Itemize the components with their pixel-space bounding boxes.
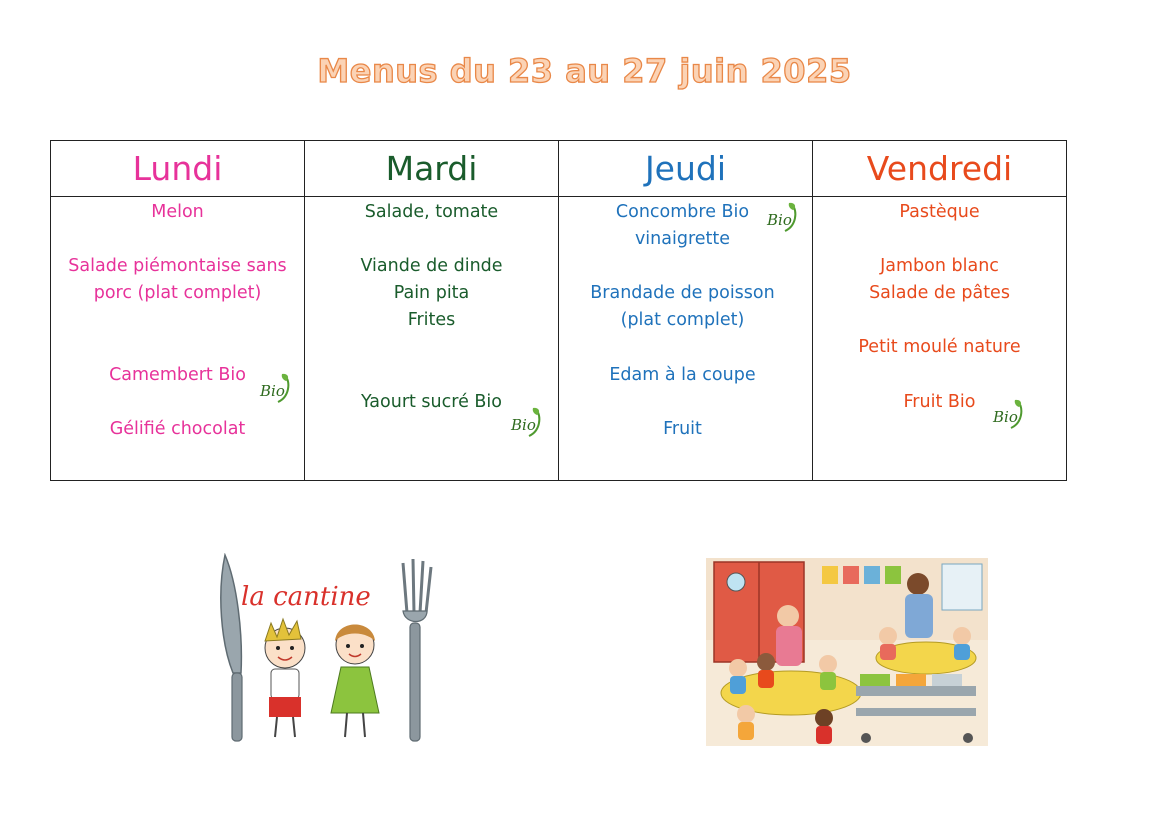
bio-logo-text: Bio — [993, 408, 1018, 426]
menu-item: Salade piémontaise sans — [68, 256, 287, 276]
day-header-mardi: Mardi — [305, 141, 559, 197]
bio-logo-icon — [991, 397, 1025, 431]
menu-item: (plat complet) — [620, 310, 745, 330]
menu-item: Gélifié chocolat — [109, 419, 246, 439]
menu-cell-vendredi — [813, 197, 1067, 481]
day-header-vendredi: Vendredi — [813, 141, 1067, 197]
menu-item: Fruit Bio — [903, 392, 976, 412]
day-header-jeudi: Jeudi — [559, 141, 813, 197]
menu-item: Yaourt sucré Bio — [361, 392, 502, 412]
day-header-lundi: Lundi — [51, 141, 305, 197]
page-title: Menus du 23 au 27 juin 2025 — [317, 52, 852, 90]
bio-logo-text: Bio — [260, 382, 285, 400]
menu-item: porc (plat complet) — [93, 283, 262, 303]
menu-cell-jeudi — [559, 197, 813, 481]
menu-item: vinaigrette — [634, 229, 731, 249]
menu-cell-lundi — [51, 197, 305, 481]
cantine-illustration — [215, 553, 445, 745]
menu-item: Camembert Bio — [109, 365, 246, 385]
menu-item: Brandade de poisson — [590, 283, 775, 303]
bio-logo-icon — [509, 405, 543, 439]
menu-item: Frites — [407, 310, 456, 330]
menu-item: Viande de dinde — [360, 256, 503, 276]
menu-item: Fruit — [663, 419, 702, 439]
menu-item: Edam à la coupe — [609, 365, 756, 385]
menu-item: Jambon blanc — [880, 256, 999, 276]
menu-item: Petit moulé nature — [858, 337, 1021, 357]
menu-item: Concombre Bio — [615, 202, 750, 222]
menu-item: Salade de pâtes — [869, 283, 1010, 303]
menu-cell-mardi — [305, 197, 559, 481]
menu-table — [50, 140, 1067, 481]
bio-logo-text: Bio — [511, 416, 536, 434]
menu-item: Melon — [151, 202, 204, 222]
menu-item: Pain pita — [393, 283, 470, 303]
table-header-row — [51, 141, 1067, 197]
cantine-logo-text: la cantine — [241, 582, 371, 612]
bio-logo-icon — [765, 200, 799, 234]
menu-item: Pastèque — [899, 202, 980, 222]
canteen-scene-illustration — [706, 558, 988, 746]
bio-logo-text: Bio — [767, 211, 792, 229]
menu-item: Salade, tomate — [364, 202, 499, 222]
table-row — [51, 197, 1067, 481]
bio-logo-icon — [258, 371, 292, 405]
